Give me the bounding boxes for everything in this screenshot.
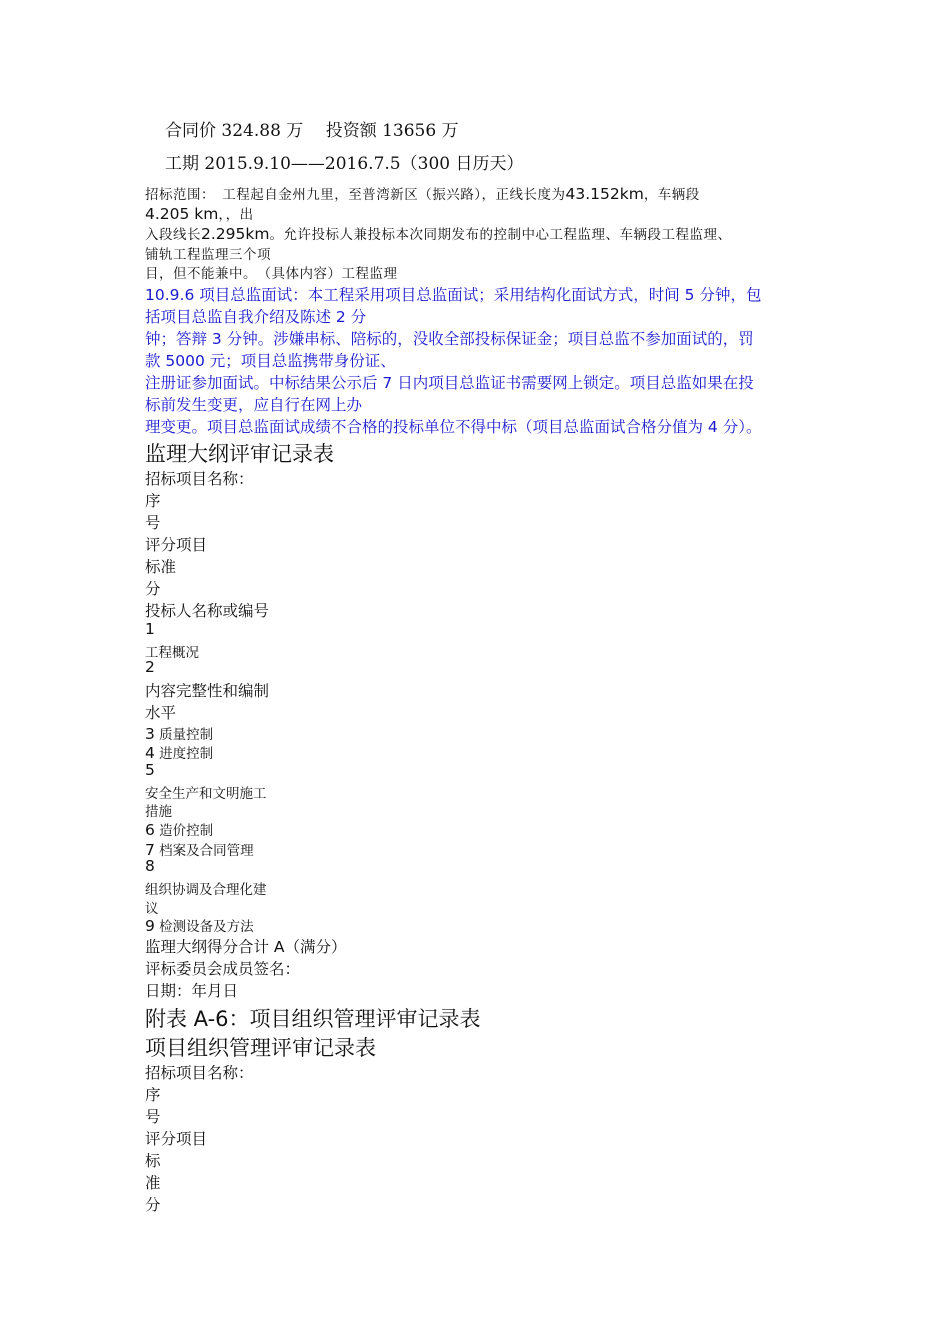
duration-line: 工期 2015.9.10——2016.7.5（300 日历天） [165,154,524,174]
row-item: 进度控制 [159,746,214,762]
outline-signatures: 评标委员会成员签名： [145,960,301,978]
org-std-3: 分 [145,1196,161,1214]
outline-row-2-item-b: 水平 [145,704,177,722]
outline-total: 监理大纲得分合计 A（满分） [145,938,347,956]
org-title: 项目组织管理评审记录表 [145,1036,376,1060]
scope-text: 。允许投标人兼投标本次同期发布的控制中心工程监理、车辆段工程监理、 [269,227,732,243]
outline-seq-1: 序 [145,492,161,510]
outline-row-2-item-a: 内容完整性和编制 [145,682,270,700]
row-number: 4 [145,744,155,762]
scope-text: ，，出 [218,207,254,223]
outline-row-1-item: 工程概况 [145,645,199,661]
outline-std-1: 标准 [145,558,177,576]
interview-line-5: 注册证参加面试。中标结果公示后 7 日内项目总监证书需要网上锁定。项目总监如果在投 [145,374,754,392]
contract-price-line: 合同价 324.88 万 投资额 13656 万 [165,121,459,141]
outline-item-header: 评分项目 [145,536,208,554]
outline-date: 日期：年月日 [145,982,239,1000]
interview-line-1: 10.9.6 项目总监面试：本工程采用项目总监面试；采用结构化面试方式，时间 5 分钟，包 [145,286,762,304]
row-number: 9 [145,917,155,935]
scope-text: 招标范围： 工程起自金州九里，至普湾新区（振兴路），正线长度为 [145,187,566,203]
appendix-a6-title: 附表 A-6：项目组织管理评审记录表 [145,1007,481,1031]
scope-line-5: 目，但不能兼中。 （具体内容）工程监理 [145,266,398,282]
org-seq-2: 号 [145,1108,161,1126]
row-number: 6 [145,821,155,839]
scope-line-3 [145,223,731,243]
outline-row-7 [145,839,254,859]
outline-row-8-number: 8 [145,857,155,875]
row-item: 检测设备及方法 [159,919,254,935]
scope-entry-length: 2.295km [201,225,270,243]
outline-bidder-header: 投标人名称或编号 [145,602,270,620]
outline-title: 监理大纲评审记录表 [145,442,334,466]
row-item: 质量控制 [159,727,214,743]
interview-line-2: 括项目总监自我介绍及陈述 2 分 [145,308,367,326]
interview-line-3: 钟；答辩 3 分钟。涉嫌串标、陪标的，没收全部投标保证金；项目总监不参加面试的，罚 [145,330,754,348]
row-number: 7 [145,841,155,859]
row-item: 造价控制 [159,823,214,839]
outline-row-2-number: 2 [145,658,155,676]
outline-row-5-item-b: 措施 [145,804,172,820]
outline-row-5-number: 5 [145,761,155,779]
outline-row-9 [145,915,254,935]
outline-row-3 [145,723,213,743]
outline-project-name: 招标项目名称： [145,470,254,488]
outline-row-8-item-a: 组织协调及合理化建 [145,882,267,898]
outline-row-8-item-b: 议 [145,901,159,917]
outline-std-2: 分 [145,580,161,598]
scope-length: 43.152km [565,185,644,203]
scope-line-1 [145,183,700,203]
org-std-2: 准 [145,1174,161,1192]
scope-depot-length: 4.205 km [145,205,219,223]
row-item: 档案及合同管理 [159,843,254,859]
interview-line-7: 理变更。项目总监面试成绩不合格的投标单位不得中标（项目总监面试合格分值为 4 分）。 [145,418,762,436]
org-std-1: 标 [145,1152,161,1170]
outline-row-1-number: 1 [145,620,155,638]
interview-line-6: 标前发生变更，应自行在网上办 [145,396,363,414]
outline-row-4 [145,742,213,762]
interview-line-4: 款 5000 元；项目总监携带身份证、 [145,352,396,370]
org-item-header: 评分项目 [145,1130,208,1148]
scope-text: 入段线长 [145,227,201,243]
outline-row-5-item-a: 安全生产和文明施工 [145,786,267,802]
outline-seq-2: 号 [145,514,161,532]
scope-line-4: 铺轨工程监理三个项 [145,247,271,263]
row-number: 3 [145,725,155,743]
scope-text: ，车辆段 [643,187,700,203]
scope-line-2 [145,203,254,223]
outline-row-6 [145,819,213,839]
org-project-name: 招标项目名称： [145,1064,254,1082]
org-seq-1: 序 [145,1086,161,1104]
